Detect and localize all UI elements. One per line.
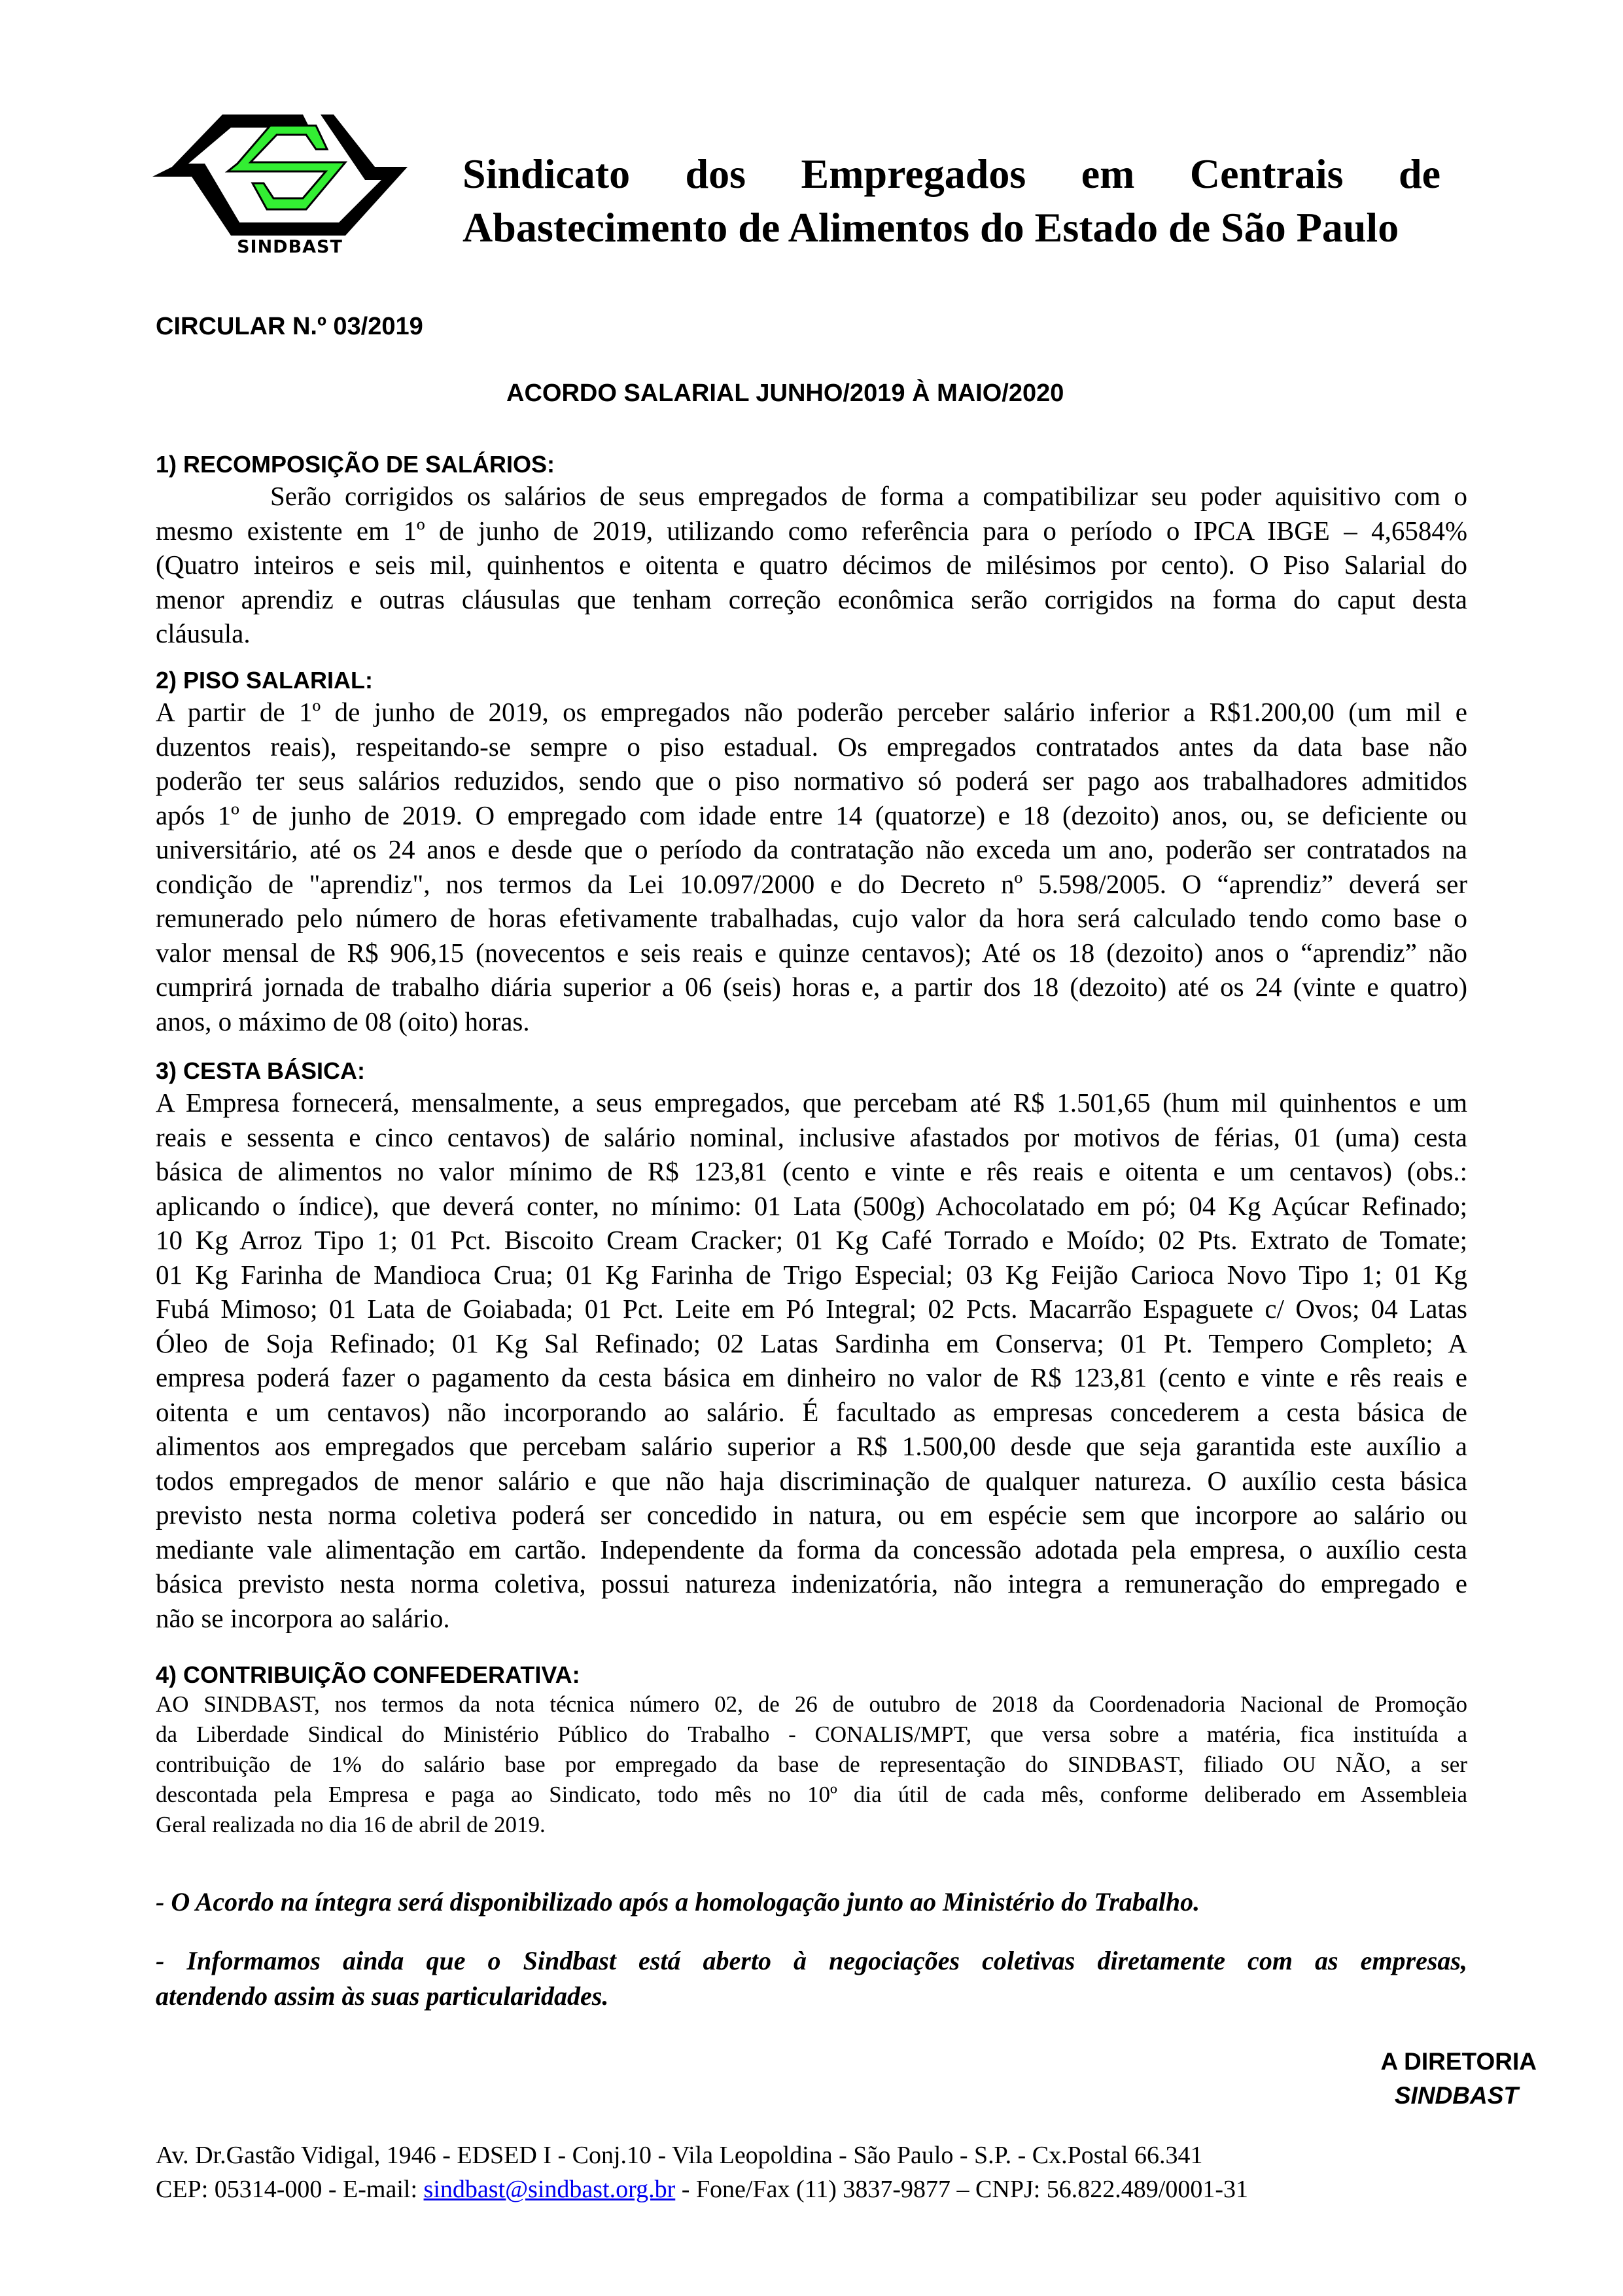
paragraph-line: previsto nesta norma coletiva poderá ser concedido in natura, ou em espécie sem que incorpore ao salário ou <box>156 1500 1467 1530</box>
paragraph-line: básica de alimentos no valor mínimo de R$ 123,81 (cento e vinte e rês reais e oitenta e um centavos) (obs.: <box>156 1156 1467 1186</box>
paragraph-line: após 1º de junho de 2019. O empregado com idade entre 14 (quatorze) e 18 (dezoito) anos, ou, se deficiente ou <box>156 800 1467 830</box>
paragraph-line: 10 Kg Arroz Tipo 1; 01 Pct. Biscoito Cream Cracker; 01 Kg Café Torrado e Moído; 02 Pts. Extrato de Tomate; <box>156 1225 1467 1255</box>
footer-contact: - Fone/Fax (11) 3837-9877 – CNPJ: 56.822.489/0001-31 <box>675 2176 1249 2203</box>
document-title: ACORDO SALARIAL JUNHO/2019 À MAIO/2020 <box>506 380 1064 407</box>
org-word: Centrais <box>1189 150 1344 197</box>
paragraph-line: poderão ter seus salários reduzidos, sendo que o piso normativo só poderá ser pago aos trabalhadores admitidos <box>156 766 1467 796</box>
organization-name-line1 <box>462 147 1440 201</box>
circular-number: CIRCULAR N.º 03/2019 <box>156 313 423 340</box>
closing-notes <box>156 1884 1467 2014</box>
paragraph-line: Óleo de Soja Refinado; 01 Kg Sal Refinado; 02 Latas Sardinha em Conserva; 01 Pt. Tempero Completo; A <box>156 1328 1467 1358</box>
organization-name-line2: Abastecimento de Alimentos do Estado de São Paulo <box>462 204 1399 251</box>
signature-line2: SINDBAST <box>1394 2082 1518 2109</box>
paragraph-line: descontada pela Empresa e paga ao Sindicato, todo mês no 10º dia útil de cada mês, conforme deliberado em Assembleia <box>156 1782 1467 1807</box>
org-word: dos <box>685 150 746 197</box>
signature-line1: A DIRETORIA <box>1380 2048 1537 2075</box>
section-cesta-basica <box>156 1057 1467 1635</box>
paragraph-line: menor aprendiz e outras cláusulas que tenham correção econômica serão corrigidos na forma do caput desta <box>156 584 1467 614</box>
footer-address <box>156 2138 1497 2206</box>
paragraph-line: reais e sessenta e cinco centavos) de salário nominal, inclusive afastados por motivos de férias, 01 (uma) cesta <box>156 1122 1467 1152</box>
footer-cep: CEP: 05314-000 - E-mail: <box>156 2176 424 2203</box>
section-recomposicao <box>156 450 1467 651</box>
org-word: Sindicato <box>462 150 631 197</box>
paragraph-line: valor mensal de R$ 906,15 (novecentos e seis reais e quinze centavos); Até os 18 (dezoito) anos o “aprendiz” não <box>156 937 1467 968</box>
paragraph-line: remunerado pelo número de horas efetivamente trabalhadas, cujo valor da hora será calculado tendo como base o <box>156 903 1467 933</box>
section-heading: 3) CESTA BÁSICA: <box>156 1057 366 1084</box>
paragraph-line: mediante vale alimentação em cartão. Independente da forma da concessão adotada pela empresa, o auxílio cesta <box>156 1534 1467 1564</box>
paragraph-line: A Empresa fornecerá, mensalmente, a seus empregados, que percebam até R$ 1.501,65 (hum mil quinhentos e um <box>156 1087 1467 1118</box>
signature-block <box>1381 2045 1537 2113</box>
footer-line2 <box>156 2172 1497 2206</box>
org-word: em <box>1081 150 1135 197</box>
paragraph-line: universitário, até os 24 anos e desde que o período da contratação não exceda um ano, poderão ser contratados na <box>156 834 1467 864</box>
paragraph-line: A partir de 1º de junho de 2019, os empregados não poderão perceber salário inferior a R$1.200,00 (um mil e <box>156 697 1467 727</box>
paragraph-line: todos empregados de menor salário e que não haja discriminação de qualquer natureza. O auxílio cesta básica <box>156 1465 1467 1496</box>
paragraph-line: Fubá Mimoso; 01 Lata de Goiabada; 01 Pct. Leite em Pó Integral; 02 Pcts. Macarrão Espaguete c/ Ovos; 04 Latas <box>156 1294 1467 1324</box>
paragraph-line: não se incorpora ao salário. <box>156 1602 450 1633</box>
paragraph-line: 01 Kg Farinha de Mandioca Crua; 01 Kg Farinha de Trigo Especial; 03 Kg Feijão Carioca Novo Tipo 1; 01 Kg <box>156 1259 1467 1290</box>
paragraph-line: empresa poderá fazer o pagamento da cesta básica em dinheiro no valor de R$ 123,81 (cento e vinte e rês reais e <box>156 1362 1467 1392</box>
paragraph-line: básica previsto nesta norma coletiva, possui natureza indenizatória, não integra a remuneração do empregado e <box>156 1568 1467 1598</box>
organization-name <box>462 147 1444 255</box>
sindbast-logo <box>149 98 430 268</box>
section-piso-salarial <box>156 666 1467 1038</box>
paragraph-line: alimentos aos empregados que percebam salário superior a R$ 1.500,00 desde que seja garantida este auxílio a <box>156 1431 1467 1461</box>
section-contribuicao-confederativa <box>156 1661 1467 1840</box>
note-line: - O Acordo na íntegra será disponibilizado após a homologação junto ao Ministério do Trabalho. <box>156 1887 1200 1916</box>
section-heading: 4) CONTRIBUIÇÃO CONFEDERATIVA: <box>156 1661 580 1688</box>
paragraph-line: da Liberdade Sindical do Ministério Público do Trabalho - CONALIS/MPT, que versa sobre a matéria, fica instituída a <box>156 1722 1467 1747</box>
paragraph-line: cumprirá jornada de trabalho diária superior a 06 (seis) horas e, a partir dos 18 (dezoito) até os 24 (vinte e quatro) <box>156 972 1467 1002</box>
paragraph-line: cláusula. <box>156 618 251 648</box>
paragraph-line: Serão corrigidos os salários de seus empregados de forma a compatibilizar seu poder aquisitivo com o <box>270 481 1467 511</box>
paragraph-line: mesmo existente em 1º de junho de 2019, utilizando como referência para o período o IPCA IBGE – 4,6584% <box>156 515 1467 546</box>
paragraph-line: duzentos reais), respeitando-se sempre o piso estadual. Os empregados contratados antes da data base não <box>156 731 1467 762</box>
note-line: - Informamos ainda que o Sindbast está aberto à negociações coletivas diretamente com as empresas, <box>156 1946 1467 1975</box>
paragraph-line: oitenta e um centavos) não incorporando ao salário. É facultado as empresas concederem a cesta básica de <box>156 1396 1467 1427</box>
sindbast-emblem-icon <box>149 98 430 239</box>
logo-caption: SINDBAST <box>237 237 343 257</box>
paragraph-line: condição de "aprendiz", nos termos da Lei 10.097/2000 e do Decreto nº 5.598/2005. O “aprendiz” deverá ser <box>156 868 1467 899</box>
email-link[interactable]: sindbast@sindbast.org.br <box>423 2176 676 2203</box>
paragraph-line: Geral realizada no dia 16 de abril de 2019. <box>156 1812 546 1837</box>
paragraph-line: (Quatro inteiros e seis mil, quinhentos e oitenta e quatro décimos de milésimos por cento). O Piso Salarial do <box>156 550 1467 580</box>
org-word: Empregados <box>801 150 1026 197</box>
paragraph-line: aplicando o índice), que deverá conter, no mínimo: 01 Lata (500g) Achocolatado em pó; 04 Kg Açúcar Refinado; <box>156 1190 1467 1221</box>
section-heading: 1) RECOMPOSIÇÃO DE SALÁRIOS: <box>156 451 555 478</box>
note-line: atendendo assim às suas particularidades. <box>156 1981 609 2011</box>
paragraph-line: AO SINDBAST, nos termos da nota técnica número 02, de 26 de outubro de 2018 da Coordenadoria Nacional de Promoção <box>156 1691 1467 1717</box>
section-heading: 2) PISO SALARIAL: <box>156 667 374 694</box>
org-word: de <box>1399 150 1440 197</box>
paragraph-line: contribuição de 1% do salário base por empregado da base de representação do SINDBAST, filiado OU NÃO, a ser <box>156 1752 1467 1777</box>
paragraph-line: anos, o máximo de 08 (oito) horas. <box>156 1006 530 1036</box>
footer-line1: Av. Dr.Gastão Vidigal, 1946 - EDSED I - Conj.10 - Vila Leopoldina - São Paulo - S.P. - Cx.Postal 66.341 <box>156 2142 1203 2169</box>
